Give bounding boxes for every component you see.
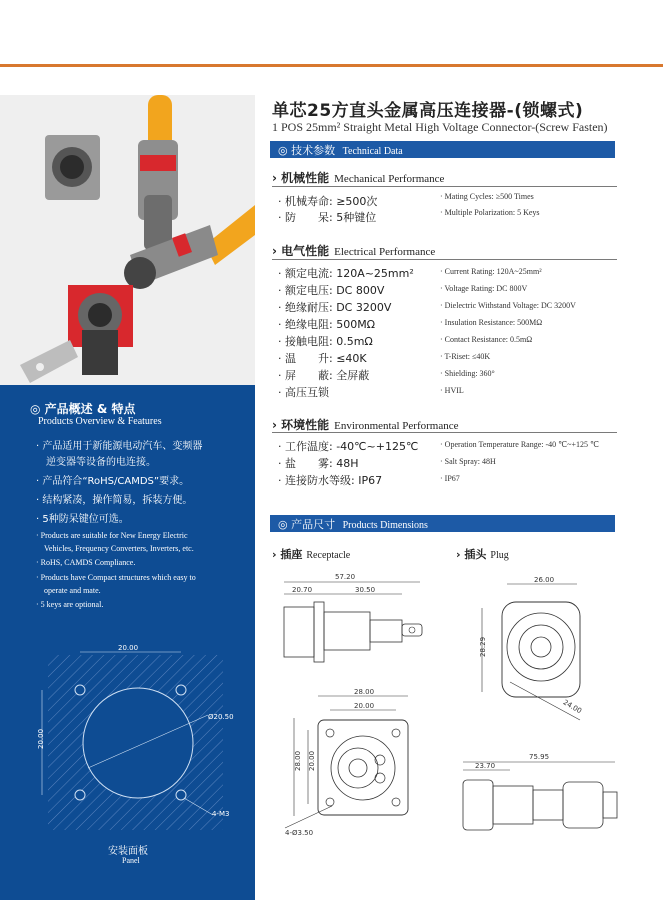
bullet-icon: ◎	[278, 518, 288, 531]
overview-cn: · 产品符合“RoHS/CAMDS”要求。	[36, 476, 190, 487]
chevron-icon: ›	[272, 244, 277, 258]
spec-cn: · 额定电压: DC 800V	[278, 284, 385, 297]
mechanical-heading-cn: 机械性能	[281, 171, 330, 185]
spec-cn: · 温 升: ≤40K	[278, 352, 367, 365]
spec-cn: · 工作温度: -40℃~+125℃	[278, 440, 419, 453]
dimensions-en: Products Dimensions	[342, 520, 428, 531]
chevron-icon: ›	[272, 418, 277, 432]
plug-heading	[456, 546, 509, 562]
dim-label: 4-Ø3.50	[285, 829, 314, 837]
receptacle-label-cn: 插座	[280, 548, 303, 561]
overview-en: Vehicles, Frequency Converters, Inverters, etc.	[36, 544, 194, 553]
overview-en: · RoHS, CAMDS Compliance.	[36, 558, 136, 567]
dim-label: 23.70	[475, 762, 496, 770]
environmental-heading-en: Environmental Performance	[334, 420, 459, 432]
overview-cn: 逆变器等设备的电连接。	[36, 457, 156, 468]
spec-cn: · 盐 雾: 48H	[278, 457, 359, 470]
electrical-heading-en: Electrical Performance	[334, 246, 436, 258]
panel-dim: 4-M3	[212, 810, 230, 818]
dim-label: 57.20	[335, 573, 356, 581]
dimensions-cn: 产品尺寸	[291, 518, 336, 531]
bullet-icon: ◎	[30, 402, 41, 416]
spec-en: · Operation Temperature Range: -40 ℃~+125 ℃	[440, 440, 599, 449]
receptacle-side-drawing	[272, 572, 452, 667]
spec-en: · Multiple Polarization: 5 Keys	[440, 208, 540, 217]
electrical-heading-cn: 电气性能	[281, 244, 330, 258]
spec-cn: · 绝缘电阻: 500MΩ	[278, 318, 376, 331]
environmental-heading	[272, 416, 458, 433]
dim-label: 24.00	[561, 698, 584, 716]
overview-en: · Products are suitable for New Energy Electric	[36, 531, 188, 540]
spec-cn: · 屏 蔽: 全屏蔽	[278, 369, 370, 382]
dim-label: 30.50	[355, 586, 376, 594]
dim-label: 20.70	[292, 586, 313, 594]
chevron-icon: ›	[272, 548, 277, 561]
overview-en: · 5 keys are optional.	[36, 600, 104, 609]
dimensions-bar	[270, 515, 615, 532]
overview-en: · Products have Compact structures which easy to	[36, 573, 196, 582]
spec-en: · HVIL	[440, 386, 464, 395]
divider	[272, 259, 617, 260]
overview-heading-en: Products Overview & Features	[38, 416, 162, 427]
panel-label-cn: 安装面板	[108, 846, 148, 857]
chevron-icon: ›	[456, 548, 461, 561]
panel-cutout-drawing	[28, 640, 243, 840]
plug-side-drawing	[455, 752, 625, 842]
chevron-icon: ›	[272, 171, 277, 185]
divider	[272, 432, 617, 433]
spec-en: · Salt Spray: 48H	[440, 457, 496, 466]
mechanical-heading	[272, 169, 444, 186]
spec-en: · Shielding: 360°	[440, 369, 495, 378]
spec-en: · Voltage Rating: DC 800V	[440, 284, 528, 293]
overview-cn: · 5种防呆键位可选。	[36, 514, 129, 525]
overview-heading	[30, 400, 136, 417]
plug-label-cn: 插头	[464, 548, 487, 561]
spec-cn: · 接触电阻: 0.5mΩ	[278, 335, 373, 348]
plug-label-en: Plug	[490, 550, 509, 561]
panel-dim: 20.00	[37, 728, 45, 749]
page-title: 单芯25方直头金属高压连接器-(锁螺式)	[272, 101, 584, 121]
receptacle-front-drawing	[280, 688, 440, 838]
dim-label: 20.00	[308, 750, 316, 771]
spec-en: · Insulation Resistance: 500MΩ	[440, 318, 543, 327]
overview-cn: · 产品适用于新能源电动汽车、变频器	[36, 441, 203, 452]
spec-cn: · 机械寿命: ≥500次	[278, 195, 378, 208]
panel-label-en: Panel	[122, 856, 140, 865]
panel-dim: 20.00	[118, 644, 139, 652]
plug-front-drawing	[462, 572, 602, 722]
receptacle-heading	[272, 546, 350, 562]
dim-label: 26.00	[534, 576, 555, 584]
bullet-icon: ◎	[278, 144, 288, 157]
dim-label: 75.95	[529, 753, 550, 761]
page-subtitle: 1 POS 25mm² Straight Metal High Voltage Connector-(Screw Fasten)	[272, 120, 608, 134]
spec-cn: · 连接防水等级: IP67	[278, 474, 383, 487]
electrical-heading	[272, 242, 435, 259]
orange-rule	[0, 64, 663, 67]
dim-label: 28.00	[354, 688, 375, 696]
spec-cn: · 防 呆: 5种键位	[278, 211, 377, 224]
technical-data-cn: 技术参数	[291, 144, 336, 157]
spec-en: · Dielectric Withstand Voltage: DC 3200V	[440, 301, 576, 310]
spec-en: · Current Rating: 120A~25mm²	[440, 267, 542, 276]
technical-data-en: Technical Data	[342, 146, 403, 157]
divider	[272, 186, 617, 187]
spec-en: · IP67	[440, 474, 460, 483]
panel-dim: Ø20.50	[208, 713, 234, 721]
technical-data-bar	[270, 141, 615, 158]
spec-cn: · 高压互锁	[278, 386, 329, 399]
dim-label: 28.29	[479, 636, 487, 657]
top-band	[0, 0, 663, 64]
receptacle-label-en: Receptacle	[306, 550, 351, 561]
overview-heading-cn: 产品概述 & 特点	[44, 402, 136, 416]
spec-cn: · 额定电流: 120A~25mm²	[278, 267, 414, 280]
spec-en: · Mating Cycles: ≥500 Times	[440, 192, 534, 201]
spec-en: · T-Riset: ≤40K	[440, 352, 491, 361]
environmental-heading-cn: 环境性能	[281, 418, 330, 432]
overview-en: operate and mate.	[36, 586, 101, 595]
dim-label: 28.00	[294, 750, 302, 771]
product-photo	[0, 95, 255, 385]
spec-cn: · 绝缘耐压: DC 3200V	[278, 301, 392, 314]
overview-cn: · 结构紧凑，操作简易，拆装方便。	[36, 495, 193, 506]
dim-label: 20.00	[354, 702, 375, 710]
spec-en: · Contact Resistance: 0.5mΩ	[440, 335, 533, 344]
mechanical-heading-en: Mechanical Performance	[334, 173, 445, 185]
